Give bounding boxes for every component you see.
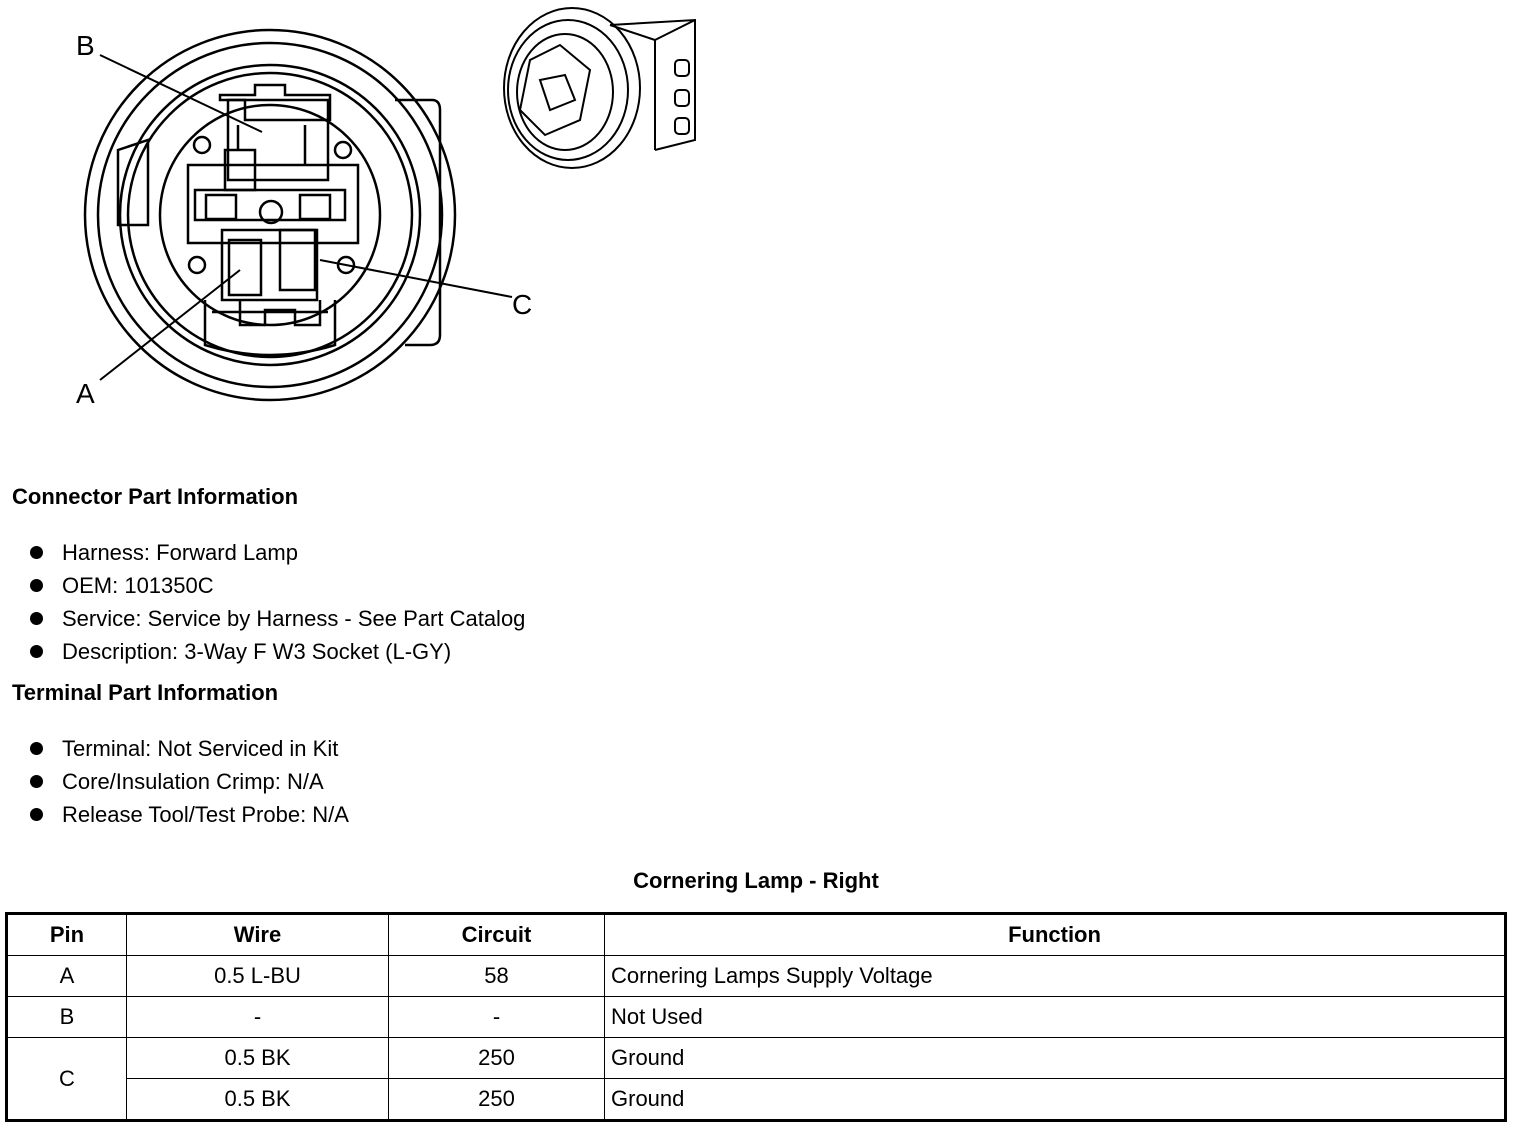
- terminal-info-crimp: Core/Insulation Crimp: N/A: [30, 765, 349, 798]
- callout-label-b: B: [76, 30, 95, 61]
- cell-circuit: 250: [389, 1038, 605, 1079]
- header-pin: Pin: [7, 914, 127, 956]
- header-circuit: Circuit: [389, 914, 605, 956]
- callout-label-c: C: [512, 289, 533, 320]
- cell-function: Cornering Lamps Supply Voltage: [605, 956, 1506, 997]
- table-row: [7, 956, 1506, 997]
- table-row: [7, 1079, 1506, 1121]
- connector-face-view: [85, 30, 455, 400]
- terminal-info-terminal: Terminal: Not Serviced in Kit: [30, 732, 349, 765]
- terminal-info-list: [30, 732, 349, 831]
- cell-pin: B: [7, 997, 127, 1038]
- cell-pin: C: [7, 1038, 127, 1121]
- connector-info-oem: OEM: 101350C: [30, 569, 525, 602]
- connector-info-description: Description: 3-Way F W3 Socket (L-GY): [30, 635, 525, 668]
- cell-function: Ground: [605, 1079, 1506, 1121]
- cell-wire: -: [127, 997, 389, 1038]
- callout-label-a: A: [76, 378, 95, 409]
- cell-wire: 0.5 L-BU: [127, 956, 389, 997]
- header-wire: Wire: [127, 914, 389, 956]
- pinout-table-title: Cornering Lamp - Right: [633, 868, 879, 893]
- cell-wire: 0.5 BK: [127, 1038, 389, 1079]
- cell-circuit: 58: [389, 956, 605, 997]
- table-row: [7, 1038, 1506, 1079]
- table-row: [7, 997, 1506, 1038]
- cell-function: Not Used: [605, 997, 1506, 1038]
- cell-pin: A: [7, 956, 127, 997]
- cell-wire: 0.5 BK: [127, 1079, 389, 1121]
- terminal-info-title: Terminal Part Information: [12, 680, 279, 705]
- pinout-table: [5, 912, 1507, 1122]
- table-header-row: [7, 914, 1506, 956]
- connector-info-title: Connector Part Information: [12, 484, 299, 509]
- cell-function: Ground: [605, 1038, 1506, 1079]
- connector-info-service: Service: Service by Harness - See Part Catalog: [30, 602, 525, 635]
- connector-info-list: [30, 536, 525, 668]
- cell-circuit: -: [389, 997, 605, 1038]
- connector-info-harness: Harness: Forward Lamp: [30, 536, 525, 569]
- terminal-info-release-tool: Release Tool/Test Probe: N/A: [30, 798, 349, 831]
- header-function: Function: [605, 914, 1506, 956]
- connector-perspective-view: [504, 8, 695, 168]
- connector-diagram: [0, 0, 720, 420]
- callout-leaders: [100, 55, 512, 380]
- cell-circuit: 250: [389, 1079, 605, 1121]
